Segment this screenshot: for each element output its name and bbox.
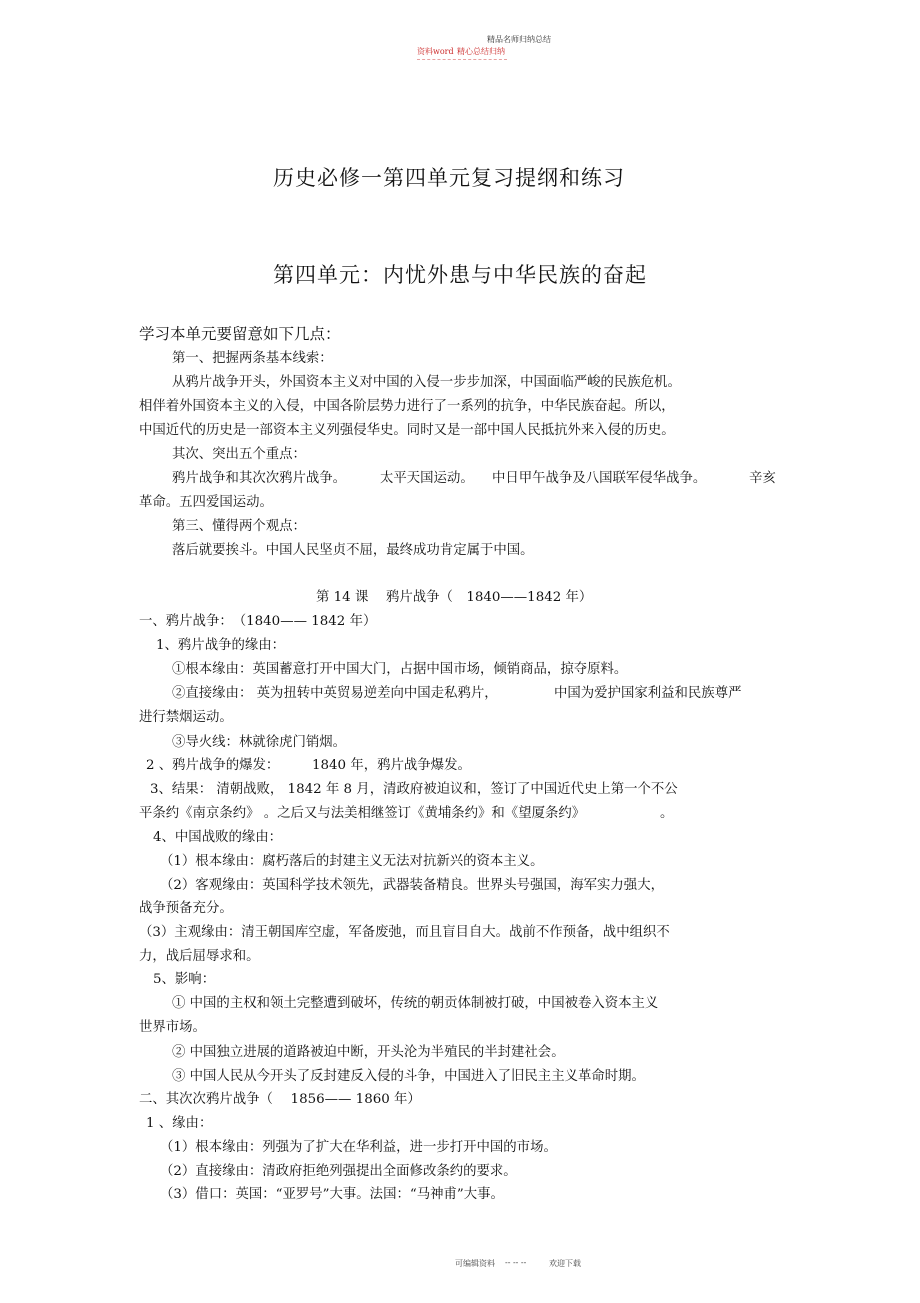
text-line: 4、中国战败的缘由： [153,830,283,845]
text-line: 力，战后屈辱求和。 [139,949,260,964]
text-line: 中国近代的历史是一部资本主义列强侵华史。同时又是一部中国人民抵抗外来入侵的历史。 [139,423,675,438]
text-line: （1）根本缘由：腐朽落后的封建主义无法对抗新兴的资本主义。 [160,854,544,869]
text-line: 第一、把握两条基本线索： [172,351,333,366]
unit-title: 第四单元：内忧外患与中华民族的奋起 [273,263,647,287]
text-line: 太平天国运动。 [380,471,474,486]
footer-left-text: 可编辑资料 [455,1259,495,1268]
header-watermark-text: 精品名师归纳总结 [487,35,551,44]
text-line: ③ 中国人民从今开头了反封建反入侵的斗争，中国进入了旧民主主义革命时期。 [172,1069,645,1084]
text-line: 中日甲午战争及八国联军侵华战争。 [492,471,707,486]
text-line: 1 、缘由： [146,1116,213,1131]
text-line: 从鸦片战争开头，外国资本主义对中国的入侵一步步加深，中国面临严峻的民族危机。 [172,375,681,390]
text-line: 世界市场。 [139,1020,206,1035]
header-red-label-right: 精心总结归纳 [457,47,505,56]
text-line: 中国为爱护国家利益和民族尊严 [554,686,742,701]
text-line: 5、影响： [153,972,216,987]
text-line: ③导火线：林就徐虎门销烟。 [172,735,347,750]
text-line: （1）根本缘由：列强为了扩大在华利益，进一步打开中国的市场。 [160,1140,557,1155]
footer-dashes: -- -- -- [505,1258,527,1267]
text-line: （2）客观缘由：英国科学技术领先，武器装备精良。世界头号强国，海军实力强大， [160,878,664,893]
text-line: 落后就要挨斗。中国人民坚贞不屈，最终成功肯定属于中国。 [172,543,534,558]
text-line: 2 、鸦片战争的爆发： [146,758,280,773]
footer-right-text: 欢迎下载 [549,1259,581,1268]
document-title: 历史必修一第四单元复习提纲和练习 [273,166,625,190]
intro-heading: 学习本单元要留意如下几点： [139,325,341,343]
text-line: （2）直接缘由：清政府拒绝列强提出全面修改条约的要求。 [160,1164,517,1179]
text-line: （3）主观缘由：清王朝国库空虚，军备废弛，而且盲目自大。战前不作预备，战中组织不 [139,925,670,940]
text-line: 其次、突出五个重点： [172,447,306,462]
text-line: 战争预备充分。 [139,901,233,916]
text-line: 辛亥 [749,471,776,486]
header-red-label-left: 资料word [417,47,454,56]
text-line: ①根本缘由：英国蓄意打开中国大门，占据中国市场，倾销商品，掠夺原料。 [172,662,628,677]
text-line: （3）借口：英国：“亚罗号”大事。法国：“马神甫”大事。 [160,1187,504,1202]
text-line: ②直接缘由： 英为扭转中英贸易逆差向中国走私鸦片， [172,686,498,701]
text-line: ① 中国的主权和领土完整遭到破坏，传统的朝贡体制被打破，中国被卷入资本主义 [172,996,659,1011]
text-line: 1840 年，鸦片战争爆发。 [312,758,471,773]
text-line: 平条约《南京条约》 。之后又与法美相继签订《黄埔条约》和《望厦条约》 [139,806,586,821]
text-line: 革命。五四爱国运动。 [139,495,273,510]
text-line: 鸦片战争和其次次鸦片战争。 [172,471,347,486]
text-line: 。 [660,806,674,821]
text-line: 第三、懂得两个观点： [172,519,306,534]
section-heading: 二、其次次鸦片战争（ 1856—— 1860 年） [139,1092,421,1107]
lesson-heading: 第 14 课 鸦片战争（ 1840——1842 年） [316,590,593,605]
section-heading: 一、鸦片战争： （1840—— 1842 年） [139,614,377,629]
text-line: ② 中国独立进展的道路被迫中断，开头沦为半殖民的半封建社会。 [172,1045,565,1060]
text-line: 3、结果： 清朝战败， 1842 年 8 月，清政府被迫议和，签订了中国近代史上第一个不公 [150,782,678,797]
text-line: 相伴着外国资本主义的入侵，中国各阶层势力进行了一系列的抗争，中华民族奋起。所以， [139,399,675,414]
text-line: 1、鸦片战争的缘由： [156,638,286,653]
header-dashed-rule [417,59,507,60]
text-line: 进行禁烟运动。 [139,710,233,725]
